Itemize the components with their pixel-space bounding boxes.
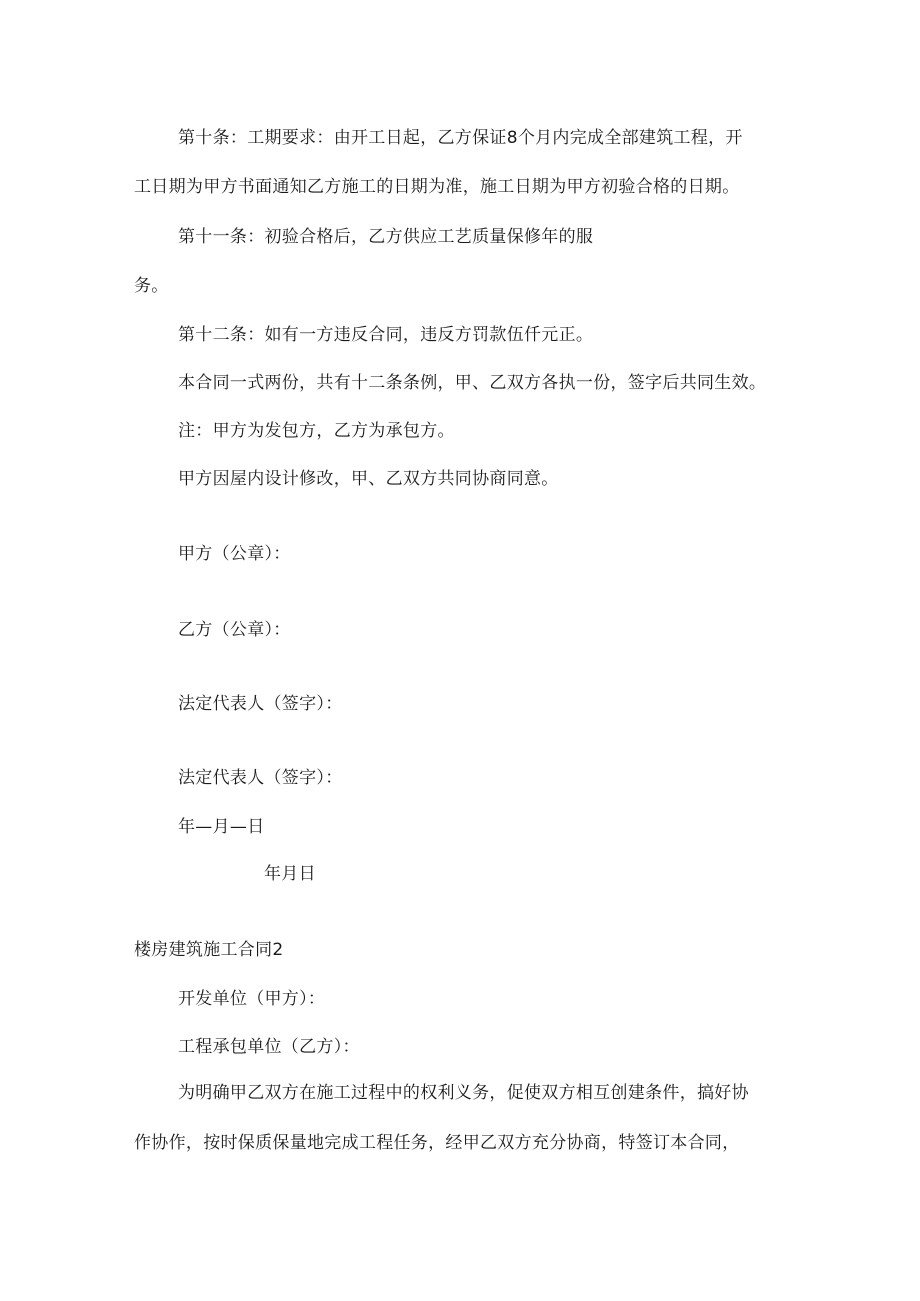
- section-2-title: 楼房建筑施工合同2: [134, 940, 284, 960]
- date-b: 年月日: [264, 864, 316, 884]
- developer-party-a: 开发单位（甲方）：: [178, 989, 326, 1009]
- legal-representative-a: 法定代表人（签字）：: [178, 694, 343, 714]
- contractor-party-b: 工程承包单位（乙方）：: [178, 1037, 360, 1057]
- intro-line-1: 为明确甲乙双方在施工过程中的权利义务，促使双方相互创建条件，搞好协: [178, 1083, 749, 1103]
- design-change-note: 甲方因屋内设计修改，甲、乙双方共同协商同意。: [178, 469, 559, 489]
- date-a: 年—月—日: [178, 817, 265, 837]
- legal-representative-b: 法定代表人（签字）：: [178, 768, 343, 788]
- clause-11-line-1: 第十一条：初验合格后，乙方供应工艺质量保修年的服: [178, 227, 594, 247]
- clause-11-line-2: 务。: [134, 276, 169, 296]
- copies-note: 本合同一式两份，共有十二条条例，甲、乙双方各执一份，签字后共同生效。: [178, 373, 767, 393]
- party-note: 注：甲方为发包方，乙方为承包方。: [178, 421, 455, 441]
- intro-line-2: 作协作，按时保质保量地完成工程任务，经甲乙双方充分协商，特签订本合同，: [134, 1133, 740, 1153]
- clause-10-line-1: 第十条：工期要求：由开工日起，乙方保证8个月内完成全部建筑工程，开: [178, 128, 743, 148]
- party-a-seal: 甲方（公章）：: [178, 544, 291, 564]
- clause-10-line-2: 工日期为甲方书面通知乙方施工的日期为准，施工日期为甲方初验合格的日期。: [134, 177, 740, 197]
- party-b-seal: 乙方（公章）：: [178, 620, 291, 640]
- clause-12: 第十二条：如有一方违反合同，违反方罚款伍仟元正。: [178, 325, 594, 345]
